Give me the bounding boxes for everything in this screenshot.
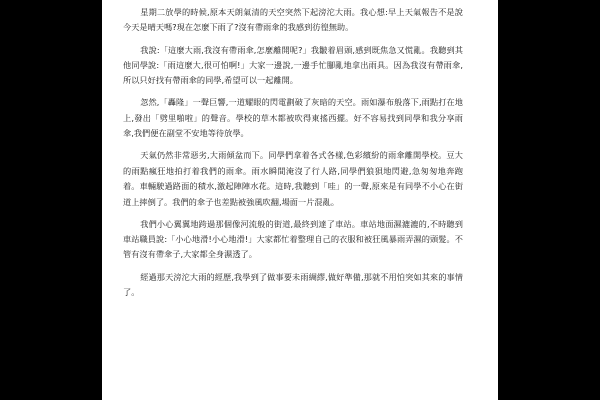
document-page (102, 0, 498, 400)
paragraph: 天氣仍然非常惡劣,大雨傾盆而下。同學們拿着各式各樣,色彩繽紛的雨傘離開學校。豆大的雨點瘋狂地拍打着我們的雨傘。雨水瞬間淹沒了行人路,同學們狼狽地閃避,急匆匆地奔跑着。車輛駛過路面的積水,激起陣陣水花。這時,我聽到「哇」的一聲,原來是有同學不小心在街道上摔倒了。我們的傘子也差點被強風吹翻,場面一片混亂。 (123, 150, 463, 207)
paragraph: 經過那天滂沱大雨的經歷,我學到了做事要未雨綢繆,做好準備,那就不用怕突如其來的事情了。 (123, 271, 463, 297)
paragraph: 忽然,「轟隆」一聲巨響,一道耀眼的閃電劃破了灰暗的天空。雨如瀑布般落下,雨點打在地上,發出「劈里啪啦」的聲音。學校的草木都被吹得東搖西擺。好不容易找到同學和我分享雨傘,我們便在副堂不安地等待放學。 (123, 97, 463, 139)
paragraph: 星期二放學的時候,原本天朗氣清的天空突然下起滂沱大雨。我心想:早上天氣報告不是說今天是晴天嗎?現在怎麼下雨了?沒有帶雨傘的我感到彷徨無助。 (123, 7, 463, 33)
paragraph: 我說:「這麼大雨,我沒有帶雨傘,怎麼離開呢?」我皺着眉頭,感到既焦急又慌亂。我聽到其他同學說:「雨這麼大,很可怕啊!」大家一邊說,一邊手忙腳亂地拿出雨具。因為我沒有帶雨傘,所以只好找有帶雨傘的同學,希望可以一起離開。 (123, 44, 463, 86)
paragraph: 我們小心翼翼地跨過那個像河流般的街道,最終到達了車站。車站地面濕漉漉的,不時聽到車站職員說:「小心地滑!小心地滑!」大家都忙着整理自己的衣服和被狂風暴雨弄濕的頭髮。不管有沒有帶傘子,大家都全身濕透了。 (123, 218, 463, 260)
document-body (123, 5, 463, 307)
